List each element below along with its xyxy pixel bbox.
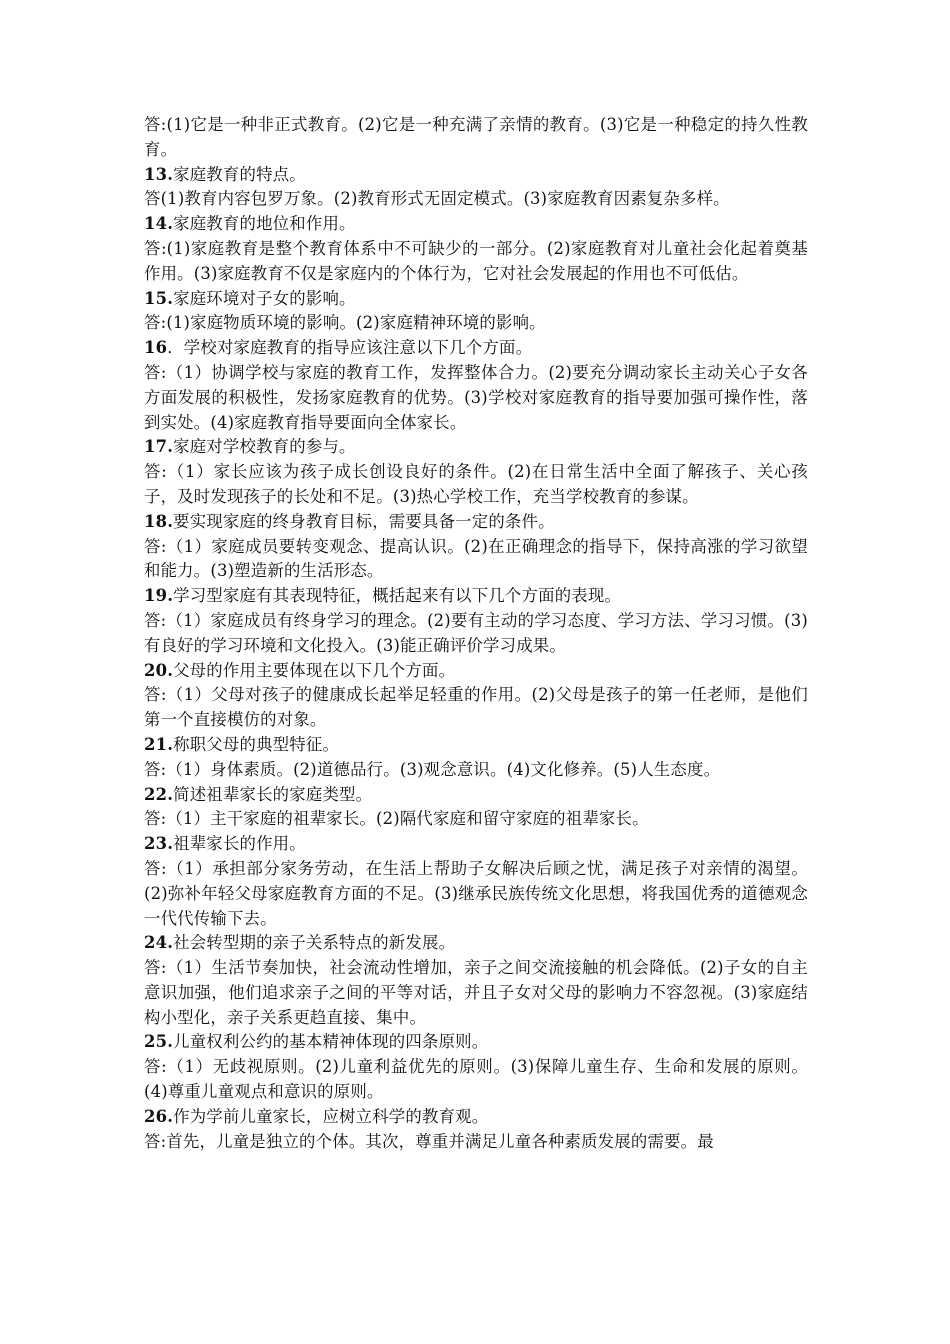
question-text: 儿童权利公约的基本精神体现的四条原则。 [173, 1032, 489, 1052]
answer-23: 答:（1）承担部分家务劳动，在生活上帮助子女解决后顾之忧，满足孩子对亲情的渴望。(2)弥补年轻父母家庭教育方面的不足。(3)继承民族传统文化思想，将我国优秀的道德观念一代代传输下去。 [144, 858, 808, 928]
question-20 [144, 659, 808, 684]
document-page [144, 113, 808, 1154]
question-26 [144, 1105, 808, 1130]
question-number: 17. [144, 437, 174, 457]
question-21 [144, 733, 808, 758]
question-text: 家庭教育的地位和作用。 [173, 214, 356, 234]
question-number: 26. [144, 1106, 174, 1126]
question-text: 简述祖辈家长的家庭类型。 [173, 784, 373, 804]
question-number: 20. [144, 660, 174, 680]
answer-17: 答:（1）家长应该为孩子成长创设良好的条件。(2)在日常生活中全面了解孩子、关心孩子，及时发现孩子的长处和不足。(3)热心学校工作，充当学校教育的参谋。 [144, 462, 808, 506]
answer-14: 答:(1)家庭教育是整个教育体系中不可缺少的一部分。(2)家庭教育对儿童社会化起着奠基作用。(3)家庭教育不仅是家庭内的个体行为，它对社会发展起的作用也不可低估。 [144, 238, 808, 283]
answer-24: 答:（1）生活节奏加快，社会流动性增加，亲子之间交流接触的机会降低。(2)子女的自主意识加强，他们追求亲子之间的平等对话，并且子女对父母的影响力不容忽视。(3)家庭结构小型化，亲子关系更趋直接、集中。 [144, 958, 808, 1027]
question-text: 家庭对学校教育的参与。 [173, 437, 356, 457]
question-number: 21. [144, 734, 174, 754]
question-number: 13. [144, 164, 174, 184]
question-text: 祖辈家长的作用。 [173, 834, 306, 854]
question-number: 14. [144, 214, 174, 234]
question-19 [144, 584, 808, 609]
question-number: 19. [144, 586, 174, 606]
answer-16: 答:（1）协调学校与家庭的教育工作，发挥整体合力。(2)要充分调动家长主动关心子女各方面发展的积极性，发扬家庭教育的优势。(3)学校对家庭教育的指导要加强可操作性，落到实处。(4)家庭教育指导要面向全体家长。 [144, 362, 808, 432]
answer-19: 答:（1）家庭成员有终身学习的理念。(2)要有主动的学习态度、学习方法、学习习惯。(3)有良好的学习环境和文化投入。(3)能正确评价学习成果。 [144, 610, 808, 655]
answer-13: 答(1)教育内容包罗万象。(2)教育形式无固定模式。(3)家庭教育因素复杂多样。 [144, 189, 730, 209]
question-text: 要实现家庭的终身教育目标，需要具备一定的条件。 [173, 511, 555, 531]
question-22 [144, 783, 808, 808]
question-text: 家庭环境对子女的影响。 [173, 288, 356, 308]
question-text: 社会转型期的亲子关系特点的新发展。 [173, 933, 456, 953]
question-number: 24. [144, 933, 174, 953]
answer-26: 答:首先，儿童是独立的个体。其次，尊重并满足儿童各种素质发展的需要。最 [144, 1131, 714, 1151]
question-number: 18. [144, 511, 174, 531]
question-number: 16 [144, 338, 168, 358]
question-23 [144, 832, 808, 857]
question-number: 15. [144, 288, 174, 308]
question-13 [144, 163, 808, 188]
answer-22: 答:（1）主干家庭的祖辈家长。(2)隔代家庭和留守家庭的祖辈家长。 [144, 809, 649, 829]
question-14 [144, 212, 808, 237]
question-text: 称职父母的典型特征。 [173, 734, 340, 754]
question-text: 父母的作用主要体现在以下几个方面。 [173, 660, 456, 680]
answer-12: 答:(1)它是一种非正式教育。(2)它是一种充满了亲情的教育。(3)它是一种稳定的持久性教育。 [144, 115, 808, 159]
question-text: 作为学前儿童家长，应树立科学的教育观。 [173, 1106, 489, 1126]
question-text: 学习型家庭有其表现特征，概括起来有以下几个方面的表现。 [173, 586, 622, 606]
question-number: 22. [144, 784, 174, 804]
question-15 [144, 287, 808, 312]
question-25 [144, 1030, 808, 1055]
question-17 [144, 435, 808, 460]
question-number: 23. [144, 834, 174, 854]
question-number: 25. [144, 1032, 174, 1052]
answer-25: 答:（1）无歧视原则。(2)儿童利益优先的原则。(3)保障儿童生存、生命和发展的原则。(4)尊重儿童观点和意识的原则。 [144, 1057, 808, 1102]
answer-21: 答:（1）身体素质。(2)道德品行。(3)观念意识。(4)文化修养。(5)人生态度。 [144, 759, 721, 779]
question-text: ．学校对家庭教育的指导应该注意以下几个方面。 [167, 338, 533, 358]
answer-20: 答:（1）父母对孩子的健康成长起举足轻重的作用。(2)父母是孩子的第一任老师，是他们第一个直接模仿的对象。 [144, 685, 808, 730]
question-16 [144, 336, 808, 361]
answer-15: 答:(1)家庭物质环境的影响。(2)家庭精神环境的影响。 [144, 313, 546, 333]
answer-18: 答:（1）家庭成员要转变观念、提高认识。(2)在正确理念的指导下，保持高涨的学习欲望和能力。(3)塑造新的生活形态。 [144, 536, 808, 581]
question-24 [144, 931, 808, 956]
question-text: 家庭教育的特点。 [173, 164, 306, 184]
question-18 [144, 510, 808, 535]
